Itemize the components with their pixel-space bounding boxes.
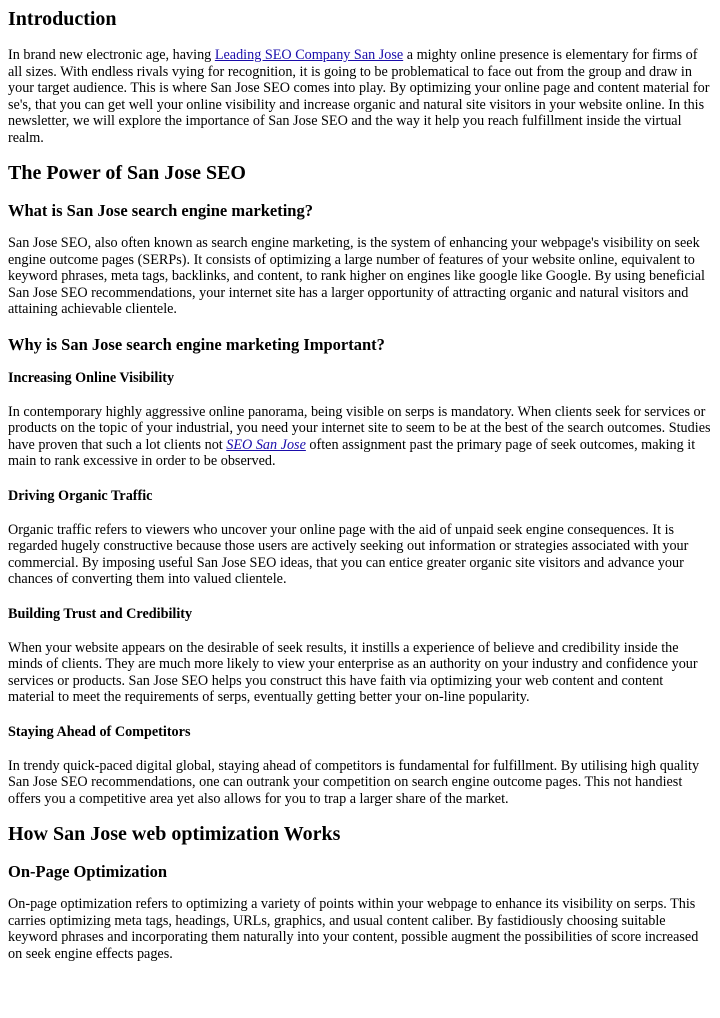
visibility-text-after-link: often assignment past the primary page of seek outcomes, making it main to rank excessive in order to be observed.: [8, 436, 696, 469]
onpage-paragraph: On-page optimization refers to optimizing a variety of points within your webpage to enhance its visibility on serps. This carries optimizing meta tags, headings, URLs, graphics, and usual content caliber. By fastidiously choosing suitable keyword phrases and incorporating them naturally into your content, possible augment the possibilities of score increased on seek engine effects pages.: [8, 896, 699, 962]
intro-text-after-link: a mighty online presence is elementary for firms of all sizes. With endless rivals vying for recognition, it is going to be problematical to face out from the group and draw in your target audience. This is where San Jose SEO comes into play. By optimizing your online page and content material for se's, that you can get well your online visibility and increase organic and natural site visitors in your website online. In this newsletter, we will explore the importance of San Jose SEO and the way it help you reach fulfillment inside the virtual realm.: [8, 47, 710, 146]
trust-heading: Building Trust and Credibility: [8, 605, 193, 622]
intro-heading: Introduction: [8, 8, 117, 30]
trust-paragraph: When your website appears on the desirable of seek results, it instills a experience of believe and credibility inside the minds of clients. They are much more likely to view your enterprise as an authority on your industry and confidence your services or products. San Jose SEO helps you construct this have faith via optimizing your web content and content material to meet the requirements of serps, eventually getting better your on-line popularity.: [8, 639, 698, 705]
visibility-heading: Increasing Online Visibility: [8, 369, 175, 386]
ahead-paragraph: In trendy quick-paced digital global, staying ahead of competitors is fundamental for fulfillment. By utilising high quality San Jose SEO recommendations, one can outrank your competition on search engine outcome pages. This not handiest offers you a competitive area yet also allows for you to trap a larger share of the market.: [8, 757, 700, 807]
traffic-heading: Driving Organic Traffic: [8, 487, 153, 504]
what-paragraph: San Jose SEO, also often known as search engine marketing, is the system of enhancing your webpage's visibility on seek engine outcome pages (SERPs). It consists of optimizing a large number of features of your website online, equivalent to keyword phrases, meta tags, backlinks, and content, to rank higher on engines like google like Google. By using beneficial San Jose SEO recommendations, your internet site has a larger opportunity of attracting organic and natural visitors and attaining achievable clientele.: [8, 235, 705, 317]
power-heading: The Power of San Jose SEO: [8, 162, 246, 184]
intro-text-before-link: In brand new electronic age, having: [8, 47, 215, 63]
what-heading: What is San Jose search engine marketing?: [8, 201, 313, 220]
how-heading: How San Jose web optimization Works: [8, 823, 341, 845]
onpage-heading: On-Page Optimization: [8, 862, 168, 881]
leading-seo-company-link[interactable]: Leading SEO Company San Jose: [214, 47, 404, 63]
traffic-paragraph: Organic traffic refers to viewers who uncover your online page with the aid of unpaid seek engine consequences. It is regarded hugely constructive because those users are actively seeking out information or strategies associated with your commercial. By imposing useful San Jose SEO ideas, that you can entice greater organic site visitors and advance your chances of converting them into valued clientele.: [8, 521, 689, 587]
visibility-text-before-link: In contemporary highly aggressive online panorama, being visible on serps is mandatory. When clients seek for services or products on the topic of your industrial, you need your internet site to seem to be at the best of the search outcomes. Studies have proven that such a lot clients not: [8, 403, 711, 453]
visibility-paragraph: [8, 404, 712, 470]
ahead-heading: Staying Ahead of Competitors: [8, 723, 191, 740]
why-heading: Why is San Jose search engine marketing Important?: [8, 334, 385, 354]
seo-san-jose-link[interactable]: SEO San Jose: [226, 436, 306, 453]
intro-paragraph: [8, 47, 712, 146]
